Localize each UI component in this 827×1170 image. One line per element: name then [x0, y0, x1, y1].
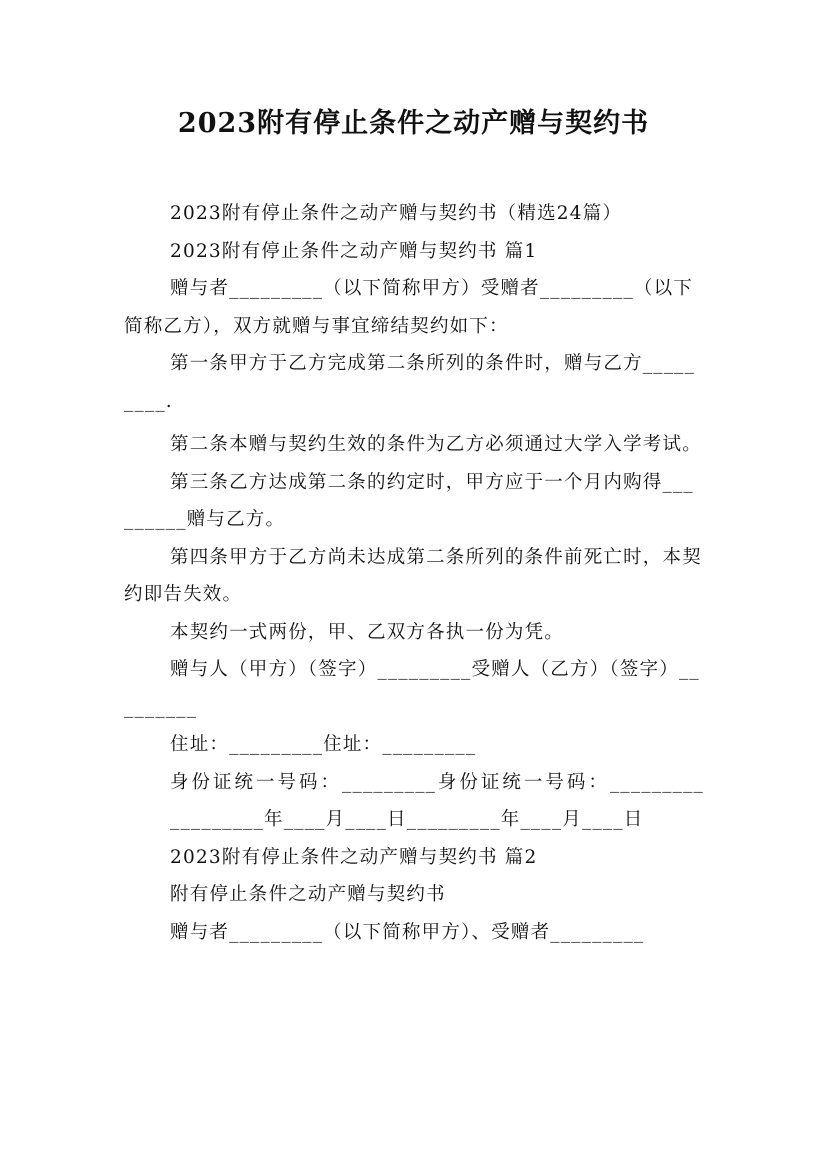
clause-2: 第二条本赠与契约生效的条件为乙方必须通过大学入学考试。 [170, 434, 702, 455]
subtitle-contract: 附有停止条件之动产赠与契约书 [170, 884, 446, 905]
clause-1: 第一条甲方于乙方完成第二条所列的条件时，赠与乙方_________. [124, 353, 696, 412]
document-title: 2023附有停止条件之动产赠与契约书 [177, 108, 650, 139]
id-number-line: 身份证统一号码：_________身份证统一号码：_________ [170, 771, 704, 793]
paragraph-parties-2: 赠与者_________（以下简称甲方）、受赠者_________ [170, 921, 645, 943]
section-heading-2: 2023附有停止条件之动产赠与契约书 篇2 [170, 846, 538, 868]
signature-line: 赠与人（甲方）（签字）_________受赠人（乙方）（签字）_________ [124, 659, 700, 718]
document-body [124, 195, 704, 951]
clause-3: 第三条乙方达成第二条的约定时，甲方应于一个月内购得_________赠与乙方。 [124, 471, 694, 530]
paragraph-parties: 赠与者_________（以下简称甲方）受赠者_________（以下简称乙方），双方就赠与事宜缔结契约如下： [124, 278, 694, 337]
date-line: _________年____月____日_________年____月____日 [170, 809, 644, 830]
address-line: 住址：_________住址：_________ [170, 734, 477, 755]
section-heading-1: 2023附有停止条件之动产赠与契约书 篇1 [170, 240, 538, 262]
paragraph-intro: 2023附有停止条件之动产赠与契约书（精选24篇） [170, 203, 623, 224]
paragraph-copies: 本契约一式两份，甲、乙双方各执一份为凭。 [170, 621, 565, 643]
clause-4: 第四条甲方于乙方尚未达成第二条所列的条件前死亡时，本契约即告失效。 [124, 546, 702, 605]
